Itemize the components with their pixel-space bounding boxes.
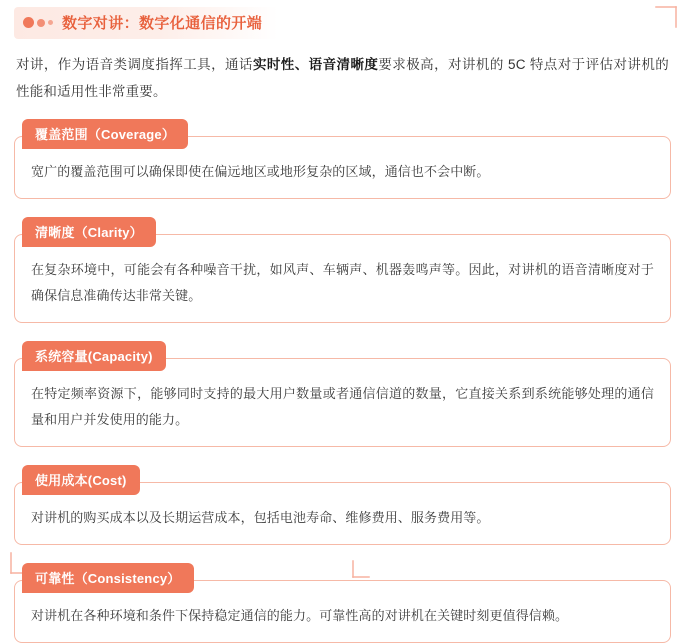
- feature-body: 对讲机的购买成本以及长期运营成本，包括电池寿命、维修费用、服务费用等。: [14, 482, 671, 545]
- feature-label: 系统容量(Capacity): [22, 341, 166, 371]
- decorative-corner-top-right: [651, 6, 677, 32]
- intro-part-1: 对讲，作为语音类调度指挥工具，通话: [16, 57, 253, 72]
- feature-item: [14, 217, 671, 323]
- feature-label: 使用成本(Cost): [22, 465, 140, 495]
- feature-item: [14, 341, 671, 447]
- feature-label: 可靠性（Consistency）: [22, 563, 194, 593]
- intro-paragraph: [16, 51, 669, 105]
- three-dots-icon: [23, 17, 53, 28]
- feature-body: 对讲机在各种环境和条件下保持稳定通信的能力。可靠性高的对讲机在关键时刻更值得信赖。: [14, 580, 671, 643]
- page-title: 数字对讲：数字化通信的开端: [62, 15, 263, 32]
- intro-emphasis: 实时性、语音清晰度: [252, 57, 379, 72]
- feature-body: 在特定频率资源下，能够同时支持的最大用户数量或者通信信道的数量，它直接关系到系统能够处理的通信量和用户并发使用的能力。: [14, 358, 671, 447]
- feature-body: 宽广的覆盖范围可以确保即使在偏远地区或地形复杂的区域，通信也不会中断。: [14, 136, 671, 199]
- feature-list: [14, 119, 671, 643]
- feature-label: 清晰度（Clarity）: [22, 217, 156, 247]
- feature-body: 在复杂环境中，可能会有各种噪音干扰，如风声、车辆声、机器轰鸣声等。因此，对讲机的语音清晰度对于确保信息准确传达非常关键。: [14, 234, 671, 323]
- feature-item: [14, 119, 671, 199]
- feature-item: [14, 563, 671, 643]
- section-heading: [14, 7, 278, 39]
- feature-item: [14, 465, 671, 545]
- feature-label: 覆盖范围（Coverage）: [22, 119, 188, 149]
- intro-part-2: 要求极高，对讲机的 5C 特点对于评估对讲机的性能和适用性非常重要。: [16, 57, 669, 99]
